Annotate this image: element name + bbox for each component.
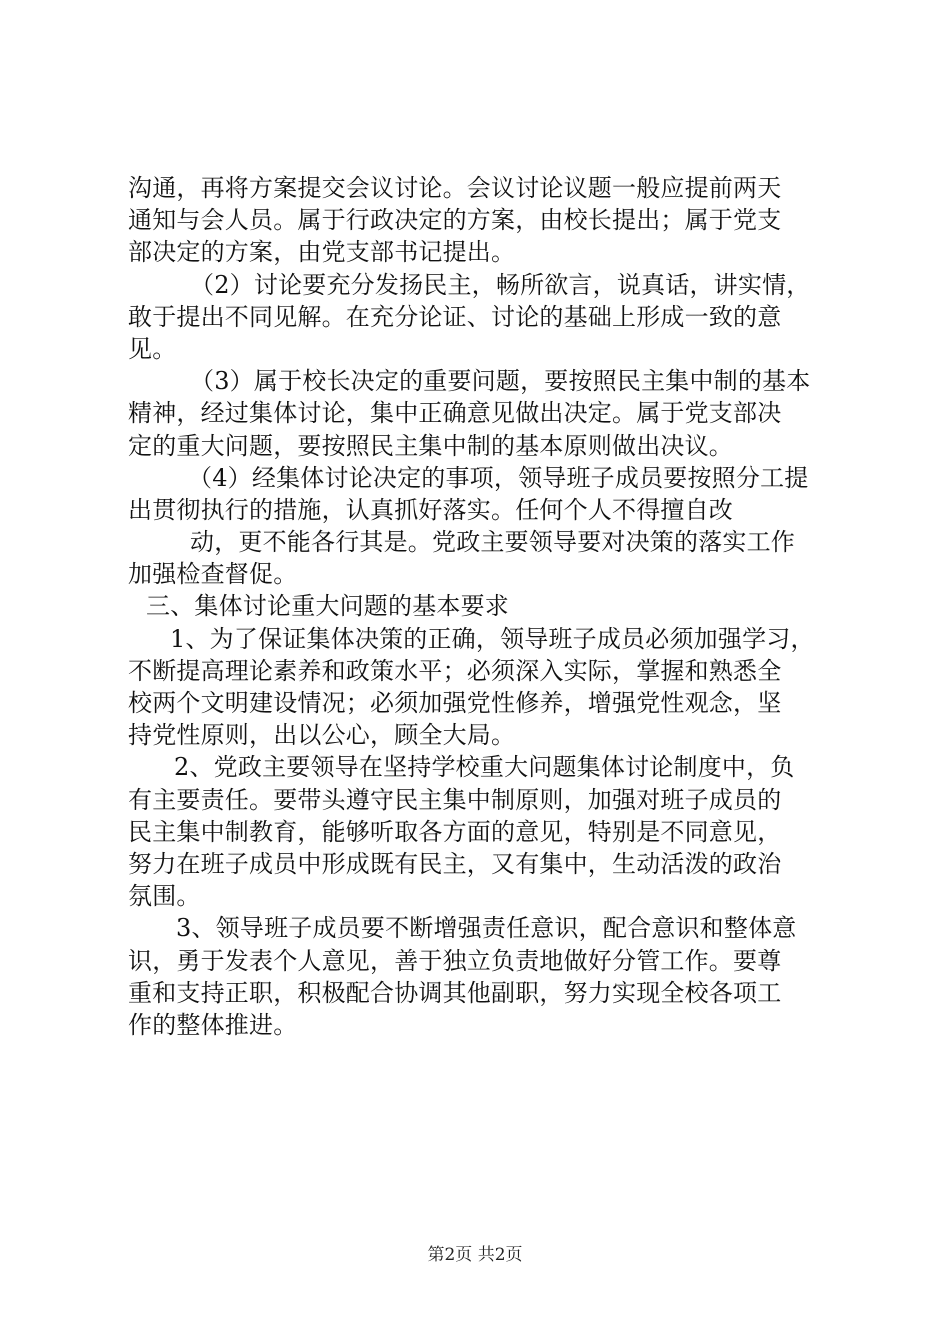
text-line: （2）讨论要充分发扬民主，畅所欲言，说真话，讲实情， [190,270,811,299]
text-line: 校两个文明建设情况；必须加强党性修养，增强党性观念，坚 [128,689,782,717]
text-line: 部决定的方案，由党支部书记提出。 [128,238,516,267]
document-body [128,172,838,1041]
text-line: 识，勇于发表个人意见，善于独立负责地做好分管工作。要尊 [128,946,782,975]
text-line: 2、党政主要领导在坚持学校重大问题集体讨论制度中，负 [174,753,795,782]
text-line: 动，更不能各行其是。党政主要领导要对决策的落实工作 [190,528,795,557]
text-line: 有主要责任。要带头遵守民主集中制原则，加强对班子成员的 [128,785,782,814]
text-line: （4）经集体讨论决定的事项，领导班子成员要按照分工提 [188,463,809,492]
text-line: 见。 [128,334,177,363]
text-line: 定的重大问题，要按照民主集中制的基本原则做出决议。 [128,431,733,460]
text-line: 作的整体推进。 [128,1010,298,1039]
text-line: 敢于提出不同见解。在充分论证、讨论的基础上形成一致的意 [128,302,782,331]
text-line: 努力在班子成员中形成既有民主，又有集中，生动活泼的政治 [128,849,782,878]
page-number-footer: 第2页 共2页 [427,1245,523,1265]
text-line: 精神，经过集体讨论，集中正确意见做出决定。属于党支部决 [128,399,782,428]
text-line: 不断提高理论素养和政策水平；必须深入实际，掌握和熟悉全 [128,656,782,685]
text-line: 重和支持正职，积极配合协调其他副职，努力实现全校各项工 [128,978,782,1007]
section-heading: 三、集体讨论重大问题的基本要求 [146,592,509,621]
text-line: 持党性原则，出以公心，顾全大局。 [128,721,516,750]
text-line: （3）属于校长决定的重要问题，要按照民主集中制的基本 [190,367,811,396]
text-line: 氛围。 [128,882,201,911]
text-line: 通知与会人员。属于行政决定的方案，由校长提出；属于党支 [128,206,782,235]
text-line: 出贯彻执行的措施，认真抓好落实。任何个人不得擅自改 [128,495,733,524]
text-line: 3、领导班子成员要不断增强责任意识，配合意识和整体意 [176,914,797,943]
text-line: 1、为了保证集体决策的正确，领导班子成员必须加强学习， [170,624,815,653]
text-line: 加强检查督促。 [128,560,298,589]
text-line: 沟通，再将方案提交会议讨论。会议讨论议题一般应提前两天 [128,174,782,202]
text-line: 民主集中制教育，能够听取各方面的意见，特别是不同意见， [128,817,782,846]
